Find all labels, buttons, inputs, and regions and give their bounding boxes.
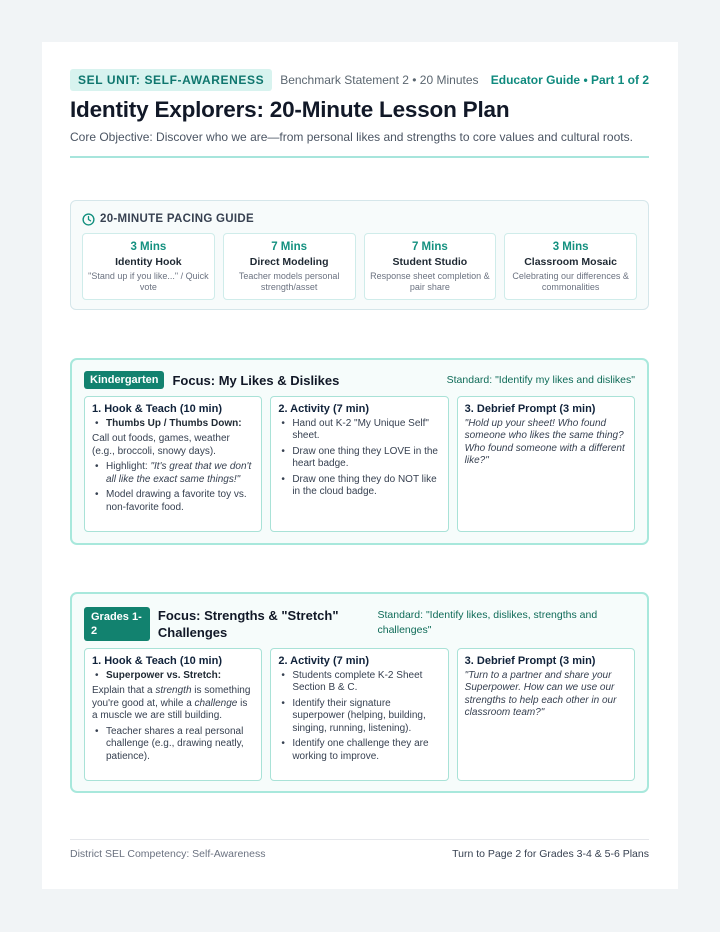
bullet-prefix: Highlight:	[106, 461, 151, 472]
kindergarten-columns	[84, 396, 635, 532]
header-divider	[70, 156, 649, 158]
pacing-card	[504, 233, 637, 300]
benchmark-info: Benchmark Statement 2 • 20 Minutes	[280, 73, 479, 87]
focus-title: Focus: Strengths & "Stretch" Challenges	[157, 608, 339, 640]
pacing-step-name: Direct Modeling	[249, 256, 329, 268]
list-item: • Model drawing a favorite toy vs. non-favorite food.	[92, 489, 254, 514]
list-item: • Identify one challenge they are working to improve.	[278, 738, 440, 763]
list-item	[92, 418, 254, 431]
emphasis-strength: strength	[155, 685, 192, 696]
debrief-column	[457, 648, 635, 781]
grades-1-2-section	[70, 592, 649, 793]
pacing-step-name: Identity Hook	[115, 256, 182, 268]
hook-teach-column	[84, 648, 262, 781]
list-item-continuation: Call out foods, games, weather (e.g., broccoli, snowy days).	[92, 433, 230, 457]
grades-1-2-header	[84, 607, 635, 641]
core-objective: Core Objective: Discover who we are—from personal likes and strengths to core values and cultural roots.	[70, 130, 633, 144]
standard-text: Standard: "Identify my likes and dislikes"	[446, 374, 635, 386]
list-item	[92, 461, 254, 486]
grade-badge: Kindergarten	[84, 371, 164, 389]
text-part: is something you're good at, while a	[92, 685, 251, 709]
debrief-prompt: "Hold up your sheet! Who found someone who likes the same thing? Who found someone with a different like?"	[464, 417, 625, 466]
text-part: Explain that a	[92, 685, 156, 696]
grades-1-2-columns	[84, 648, 635, 781]
footer-competency: District SEL Competency: Self-Awareness	[70, 848, 266, 860]
bullet-list	[92, 670, 254, 764]
pacing-minutes: 3 Mins	[130, 241, 167, 253]
column-title: 3. Debrief Prompt (3 min)	[464, 655, 596, 667]
column-title: 1. Hook & Teach (10 min)	[92, 403, 222, 415]
list-item: • Students complete K-2 Sheet Section B & C.	[278, 670, 440, 695]
list-item-continuation	[92, 685, 254, 723]
bullet-list	[92, 418, 254, 515]
lesson-plan-page	[42, 42, 678, 889]
header-meta-row	[70, 69, 649, 91]
focus-title: Focus: My Likes & Dislikes	[172, 373, 340, 388]
activity-column	[270, 396, 448, 532]
pacing-step-name: Classroom Mosaic	[524, 256, 618, 268]
list-item: • Teacher shares a real personal challenge (e.g., drawing neatly, patience).	[92, 726, 254, 764]
activity-column	[270, 648, 448, 781]
pacing-card	[223, 233, 356, 300]
bullet-bold-lead: Superpower vs. Stretch:	[106, 669, 222, 681]
pacing-card	[82, 233, 215, 300]
pacing-title: 20-MINUTE PACING GUIDE	[100, 213, 254, 225]
bullet-list	[278, 670, 440, 764]
bullet-bold-lead: Thumbs Up / Thumbs Down:	[106, 417, 242, 429]
pacing-minutes: 7 Mins	[271, 241, 308, 253]
list-item: • Draw one thing they do NOT like in the cloud badge.	[278, 474, 440, 499]
page-title: Identity Explorers: 20-Minute Lesson Plan	[70, 97, 510, 122]
pacing-step-name: Student Studio	[392, 256, 468, 268]
pacing-step-description: "Stand up if you like..." / Quick vote	[88, 271, 209, 292]
text-part: is a muscle we are still building.	[92, 697, 248, 721]
bullet-quote: "It's great that we don't all like the exact same things!"	[106, 461, 252, 485]
unit-badge: SEL UNIT: SELF-AWARENESS	[70, 69, 272, 91]
pacing-step-description: Response sheet completion & pair share	[370, 271, 490, 292]
list-item	[92, 670, 254, 683]
column-title: 2. Activity (7 min)	[278, 403, 369, 415]
column-title: 1. Hook & Teach (10 min)	[92, 655, 222, 667]
pacing-header	[82, 212, 637, 226]
guide-part-label: Educator Guide • Part 1 of 2	[490, 73, 649, 87]
column-title: 2. Activity (7 min)	[278, 655, 369, 667]
kindergarten-header	[84, 371, 635, 389]
pacing-card	[364, 233, 497, 300]
kindergarten-section	[70, 358, 649, 545]
grade-badge: Grades 1-2	[84, 607, 150, 641]
list-item: • Hand out K-2 "My Unique Self" sheet.	[278, 418, 440, 443]
pacing-minutes: 3 Mins	[552, 241, 589, 253]
column-title: 3. Debrief Prompt (3 min)	[464, 403, 596, 415]
footer-divider	[70, 839, 649, 840]
list-item: • Identify their signature superpower (helping, building, singing, running, listening).	[278, 698, 440, 736]
clock-icon	[82, 213, 95, 226]
pacing-guide	[70, 200, 649, 310]
hook-teach-column	[84, 396, 262, 532]
pacing-minutes: 7 Mins	[411, 241, 448, 253]
footer-next-page: Turn to Page 2 for Grades 3-4 & 5-6 Plans	[452, 848, 649, 860]
pacing-step-description: Celebrating our differences & commonalities	[512, 271, 629, 292]
pacing-step-description: Teacher models personal strength/asset	[238, 271, 340, 292]
list-item: • Draw one thing they LOVE in the heart badge.	[278, 446, 440, 471]
debrief-column	[457, 396, 635, 532]
page-content	[70, 69, 649, 860]
pacing-cards	[82, 233, 637, 300]
emphasis-challenge: challenge	[194, 697, 238, 709]
debrief-prompt: "Turn to a partner and share your Superpower. How can we use our strengths to help each other in our classroom team?"	[464, 669, 617, 718]
page-footer	[70, 848, 649, 860]
standard-text: Standard: "Identify likes, dislikes, strengths and challenges"	[377, 609, 598, 636]
bullet-list	[278, 418, 440, 499]
